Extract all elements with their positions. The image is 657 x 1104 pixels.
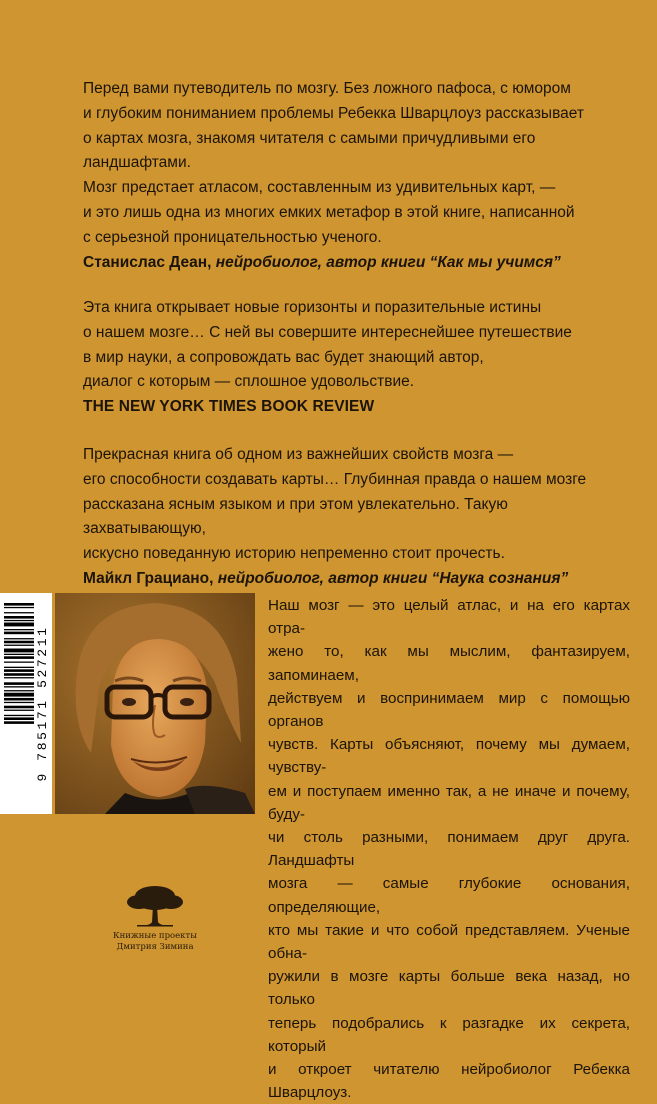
isbn-number: 9 785171 527211 [35, 625, 50, 782]
quote-line: и глубоким пониманием проблемы Ребекка Шварцлоуз рассказывает [83, 104, 584, 122]
tree-logo-icon [125, 882, 185, 930]
description-line: действуем и воспринимаем мир с помощью органов [268, 689, 630, 731]
quote-line: и это лишь одна из многих емких метафор в этой книге, написанной [83, 203, 575, 221]
barcode-bar [4, 721, 34, 724]
barcode-bar [4, 690, 34, 691]
barcode-bar [4, 656, 34, 659]
quote-line: диалог с которым — сплошное удовольствие. [83, 373, 415, 391]
barcode-bar [4, 717, 34, 720]
barcode-bar [4, 686, 34, 687]
barcode-bar [4, 698, 34, 701]
review-quote-graziano [83, 443, 623, 592]
barcode-bar [4, 667, 34, 668]
barcode-bar [4, 616, 34, 619]
barcode-bar [4, 638, 34, 639]
barcode-bar [4, 603, 34, 606]
barcode-bar [4, 623, 34, 627]
description-line: кто мы такие и что собой представляем. Ученые обна- [268, 921, 630, 963]
publisher-line-1: Книжные проекты [113, 931, 197, 941]
barcode-bar [4, 632, 34, 635]
attribution-author: Майкл Грациано, [83, 569, 214, 587]
attribution-author: Станислас Деан, [83, 253, 212, 271]
quote-line: искусно поведанную историю непременно стоит прочесть. [83, 545, 505, 563]
quote-source: THE NEW YORK TIMES BOOK REVIEW [83, 398, 375, 416]
quote-line: с серьезной проницательностью ученого. [83, 228, 382, 246]
barcode-bars [0, 593, 34, 814]
barcode-bar [4, 645, 34, 646]
barcode-bar [4, 629, 34, 630]
description-line: чувств. Карты объясняют, почему мы думаем, чувству- [268, 736, 630, 777]
description-line: мозга — самые глубокие основания, определяющие, [268, 875, 630, 916]
barcode-bar [4, 662, 34, 663]
quote-line: в мир науки, а сопровождать вас будет знающий автор, [83, 348, 484, 366]
quote-line: рассказана ясным языком и при этом увлекательно. Такую захватывающую, [83, 495, 508, 538]
barcode-bar [4, 682, 34, 685]
review-quote-nyt [83, 296, 623, 420]
quote-attribution [83, 567, 623, 592]
barcode-bar [4, 649, 34, 653]
barcode-bar [4, 641, 34, 644]
barcode-bar [4, 693, 34, 697]
description-line: ружили в мозге карты больше века назад, но только [268, 968, 630, 1009]
description-line: Наш мозг — это целый атлас, и на его картах отра- [268, 597, 630, 638]
barcode-bar [4, 702, 34, 703]
author-photo [55, 593, 255, 814]
book-description [268, 594, 630, 1104]
description-line: и откроет читателю нейробиолог Ребекка Шварцлоуз. [268, 1061, 630, 1102]
quote-line: его способности создавать карты… Глубинная правда о нашем мозге [83, 470, 587, 488]
barcode-bar [4, 715, 34, 716]
description-line: ем и поступаем именно так, а не иначе и почему, буду- [268, 782, 630, 823]
quote-line: о нашем мозге… С ней вы совершите интереснейшее путешествие [83, 323, 572, 341]
barcode-bar [4, 669, 34, 672]
publisher-name [95, 931, 215, 953]
description-line: жено то, как мы мыслим, фантазируем, запоминаем, [268, 643, 630, 684]
description-line: теперь подобрались к разгадке их секрета, который [268, 1014, 630, 1055]
quote-line: Мозг предстает атласом, составленным из удивительных карт, — [83, 179, 556, 197]
attribution-role: нейробиолог, автор книги “Наука сознания” [213, 569, 569, 587]
review-quote-dehaene [83, 77, 623, 275]
publisher-line-2: Дмитрия Зимина [116, 942, 194, 952]
quote-line: о картах мозга, знакомя читателя с самыми причудливыми его ландшафтами. [83, 129, 536, 172]
attribution-role: нейробиолог, автор книги “Как мы учимся” [211, 253, 561, 271]
author-portrait-image [55, 593, 255, 814]
barcode-bar [4, 620, 34, 621]
barcode-bar [4, 654, 34, 655]
barcode-bar [4, 673, 34, 676]
barcode-bar [4, 710, 34, 711]
isbn-barcode [0, 593, 52, 814]
barcode-bar [4, 607, 34, 608]
barcode-bar [4, 612, 34, 613]
quote-attribution [83, 251, 623, 276]
quote-line: Прекрасная книга об одном из важнейших свойств мозга — [83, 446, 514, 463]
barcode-bar [4, 706, 34, 709]
barcode-bar [4, 677, 34, 678]
quote-line: Эта книга открывает новые горизонты и поразительные истины [83, 299, 542, 316]
quote-line: Перед вами путеводитель по мозгу. Без ложного пафоса, с юмором [83, 80, 571, 97]
description-line: чи столь разными, понимаем друг друга. Ландшафты [268, 829, 630, 870]
